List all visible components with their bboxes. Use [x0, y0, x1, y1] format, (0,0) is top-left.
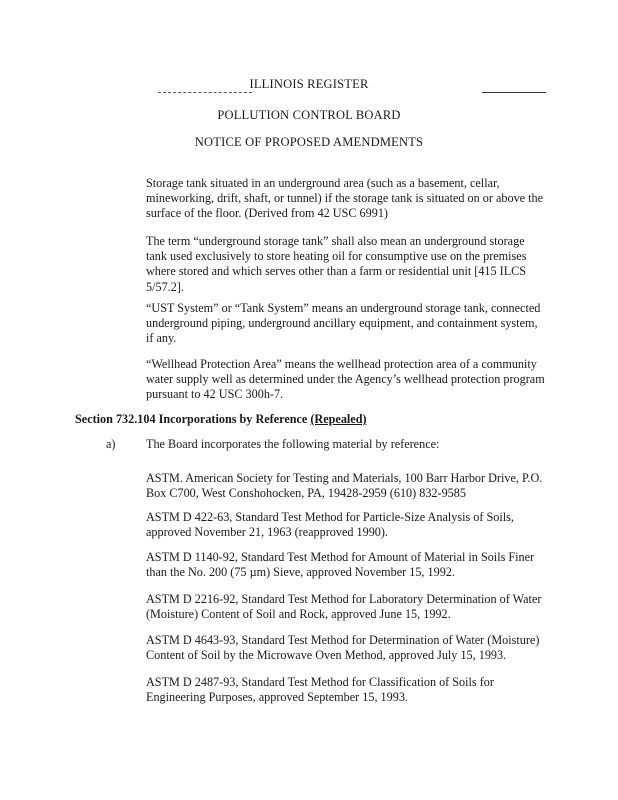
definition-paragraph: The term “underground storage tank” shall also mean an underground storage tank used exclusively to store heating oil for consumptive use on the premises where stored and which serves other than a farm or residential unit [415 ILCS 5/57.2].: [146, 234, 527, 294]
section-status: (Repealed): [310, 412, 367, 426]
header-rule-right: [482, 92, 546, 93]
section-title: Section 732.104 Incorporations by Reference: [75, 412, 308, 426]
definition-paragraph: Storage tank situated in an underground area (such as a basement, cellar, mineworking, drift, shaft, or tunnel) if the storage tank is situated on or above the surface of the floor. (Derived from 42 USC 6991): [146, 176, 544, 221]
register-title: ILLINOIS REGISTER: [249, 77, 369, 91]
register-header-row: [0, 77, 618, 97]
subsection-intro: The Board incorporates the following material by reference:: [146, 437, 440, 451]
header-rule-left: [158, 92, 252, 93]
reference-item: ASTM D 2216-92, Standard Test Method for Laboratory Determination of Water (Moisture) Content of Soil and Rock, approved June 15, 1992.: [146, 592, 542, 622]
definition-paragraph: “Wellhead Protection Area” means the wellhead protection area of a community water supply well as determined under the Agency’s wellhead protection program pursuant to 42 USC 300h-7.: [146, 357, 545, 402]
reference-item: ASTM D 4643-93, Standard Test Method for Determination of Water (Moisture) Content of Soil by the Microwave Oven Method, approved July 15, 1993.: [146, 633, 540, 663]
section-heading: [75, 412, 367, 427]
reference-item: ASTM. American Society for Testing and Materials, 100 Barr Harbor Drive, P.O. Box C700, West Conshohocken, PA, 19428-2959 (610) 832-9585: [146, 471, 543, 501]
board-title: POLLUTION CONTROL BOARD: [217, 108, 401, 122]
reference-item: ASTM D 2487-93, Standard Test Method for Classification of Soils for Engineering Purposes, approved September 15, 1993.: [146, 675, 494, 705]
reference-item: ASTM D 1140-92, Standard Test Method for Amount of Material in Soils Finer than the No. 200 (75 µm) Sieve, approved November 15, 1992.: [146, 550, 535, 580]
reference-item: ASTM D 422-63, Standard Test Method for Particle-Size Analysis of Soils, approved November 21, 1963 (reapproved 1990).: [146, 510, 514, 540]
definition-paragraph: “UST System” or “Tank System” means an underground storage tank, connected underground piping, underground ancillary equipment, and containment system, if any.: [146, 301, 541, 346]
notice-title: NOTICE OF PROPOSED AMENDMENTS: [194, 135, 424, 149]
subsection-label: a): [106, 437, 116, 451]
